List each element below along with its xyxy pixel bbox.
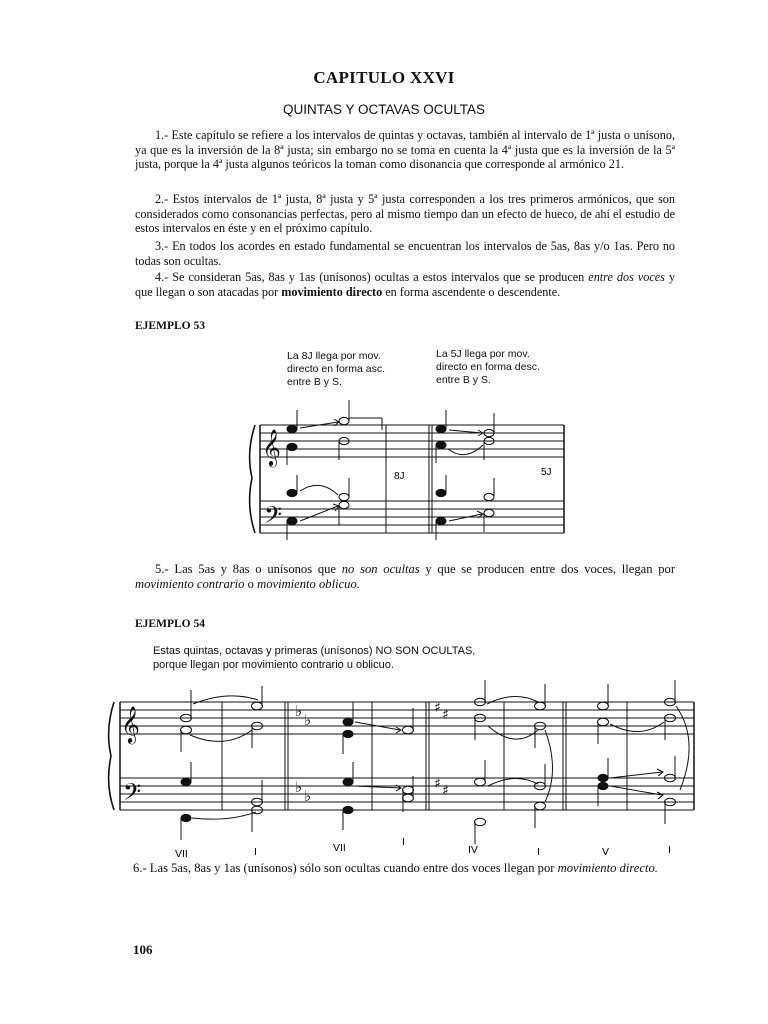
svg-text:𝄞: 𝄞 xyxy=(121,705,140,743)
paragraph-5-emphasis-1: no son ocultas xyxy=(341,562,420,576)
svg-text:♭: ♭ xyxy=(304,711,312,729)
paragraph-1-number: 1.- xyxy=(155,128,169,142)
svg-text:♯: ♯ xyxy=(442,783,449,799)
paragraph-3-number: 3.- xyxy=(155,239,169,253)
roman-numeral: VII xyxy=(333,842,346,854)
example-54-heading: EJEMPLO 54 xyxy=(135,618,205,630)
roman-numeral: I xyxy=(537,846,540,858)
paragraph-1-text: Este capítulo se refiere a los intervalos de quintas y octavas, también al intervalo de 1ª justa o unísono, ya que es la inversión de la 8ª justa; sin embargo no se toma en cuenta la 4ª justa que es la inversión de la 5ª justa, porque la 4ª justa algunos teóricos la toman como disonancia que corresponde al armónico 21. xyxy=(135,128,675,172)
svg-text:𝄢: 𝄢 xyxy=(264,501,283,534)
svg-text:𝄢: 𝄢 xyxy=(123,778,142,811)
paragraph-4-number: 4.- xyxy=(155,270,169,284)
svg-text:♯: ♯ xyxy=(442,707,449,723)
svg-text:𝄞: 𝄞 xyxy=(262,428,281,466)
roman-numeral: VII xyxy=(175,848,188,860)
paragraph-4-strong: movimiento directo xyxy=(281,284,383,299)
svg-text:♭: ♭ xyxy=(304,787,312,805)
svg-text:♭: ♭ xyxy=(295,702,303,720)
paragraph-5-text-a: Las 5as y 8as o unísonos que xyxy=(174,562,337,576)
paragraph-4-emphasis: entre dos voces xyxy=(588,270,665,284)
paragraph-4-text-b: y que llegan o son atacadas por xyxy=(135,270,676,299)
paragraph-2-text: Estos intervalos de 1ª justa, 8ª justa y 5ª justa corresponden a los tres primeros armónicos, que son considerados como consonancias perfectas, pero al mismo tiempo dan un efecto de hueco, de ahí el estudio de estos intervalos en éste y en el próximo capítulo. xyxy=(135,192,675,236)
paragraph-5-number: 5.- xyxy=(155,562,169,576)
roman-numeral: I xyxy=(254,846,257,858)
paragraph-6 xyxy=(133,861,693,876)
paragraph-4-text-c: en forma ascendente o descendente. xyxy=(385,284,561,299)
svg-text:♯: ♯ xyxy=(434,776,441,792)
paragraph-3-text: En todos los acordes en estado fundamental se encuentran los intervalos de 5as, 8as y/o 1as. Pero no todas son ocultas. xyxy=(135,239,675,268)
chapter-subtitle: QUINTAS Y OCTAVAS OCULTAS xyxy=(282,102,486,117)
example-53-label-5j: 5J xyxy=(541,467,552,478)
roman-numeral: I xyxy=(402,836,405,848)
paragraph-2-number: 2.- xyxy=(155,192,169,206)
page-number: 106 xyxy=(133,942,153,957)
svg-text:♯: ♯ xyxy=(434,700,441,716)
paragraph-5-emphasis-3: movimiento oblicuo. xyxy=(257,577,360,591)
paragraph-5-text-c: o xyxy=(247,577,254,591)
example-53-heading: EJEMPLO 53 xyxy=(135,320,205,332)
roman-numeral: I xyxy=(668,844,671,856)
paragraph-6-emphasis: movimiento directo. xyxy=(557,861,658,875)
paragraph-6-number: 6.- xyxy=(133,861,147,875)
paragraph-6-text: Las 5as, 8as y 1as (unísonos) sólo son ocultas cuando entre dos voces llegan por xyxy=(149,861,555,875)
example-54-note: Estas quintas, octavas y primeras (unísonos) NO SON OCULTAS, porque llegan por movimiento contrario u oblicuo. xyxy=(153,645,476,671)
paragraph-5-emphasis-2: movimiento contrario xyxy=(135,577,245,591)
roman-numeral: V xyxy=(602,846,610,858)
roman-numerals xyxy=(175,836,671,860)
example-53-note-1: La 8J llega por mov. directo en forma asc. entre B y S. xyxy=(287,350,386,388)
roman-numeral: IV xyxy=(468,844,478,856)
paragraph-4-text-a: Se consideran 5as, 8as y 1as (unísonos) ocultas a estos intervalos que se producen xyxy=(172,270,585,284)
example-53-label-8j: 8J xyxy=(394,471,405,482)
paragraph-5-text-b: y que se producen entre dos voces, llegan por xyxy=(425,562,676,576)
svg-text:♭: ♭ xyxy=(295,778,303,796)
example-53-note-2: La 5J llega por mov. directo en forma desc. entre B y S. xyxy=(436,348,540,386)
chapter-title: CAPITULO XXVI xyxy=(313,68,455,87)
